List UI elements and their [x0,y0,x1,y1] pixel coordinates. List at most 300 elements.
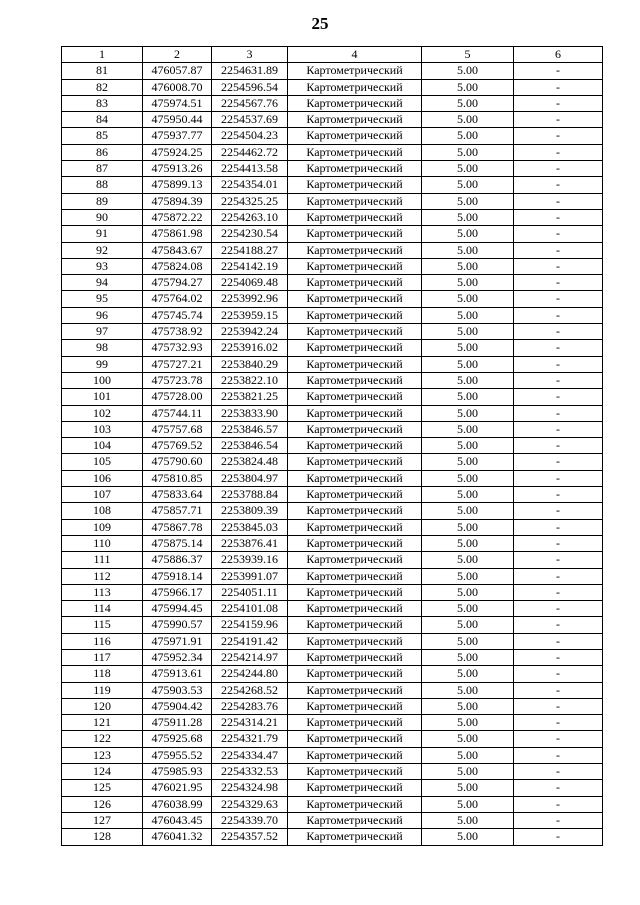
table-cell: 476043.45 [143,812,212,828]
table-cell: Картометрический [288,747,422,763]
table-cell: 84 [62,112,143,128]
table-cell: 110 [62,535,143,551]
table-cell: 89 [62,193,143,209]
table-row [62,682,603,698]
table-cell: Картометрический [288,584,422,600]
table-cell: Картометрический [288,112,422,128]
table-cell: 2253942.24 [212,324,288,340]
table-cell: 122 [62,731,143,747]
column-header: 2 [143,47,212,63]
table-cell: 5.00 [422,617,514,633]
table-cell: - [514,209,603,225]
table-cell: - [514,95,603,111]
table-cell: 117 [62,649,143,665]
table-cell: Картометрический [288,715,422,731]
table-cell: - [514,470,603,486]
table-cell: - [514,144,603,160]
table-cell: 2254332.53 [212,764,288,780]
table-cell: 108 [62,503,143,519]
table-cell: 5.00 [422,63,514,79]
table-row [62,438,603,454]
table-cell: 5.00 [422,324,514,340]
table-cell: Картометрический [288,242,422,258]
table-cell: 2254631.89 [212,63,288,79]
table-cell: 2253991.07 [212,568,288,584]
table-cell: 5.00 [422,633,514,649]
table-cell: 475894.39 [143,193,212,209]
table-row [62,731,603,747]
table-cell: 113 [62,584,143,600]
table-cell: 475994.45 [143,601,212,617]
table-cell: 2254357.52 [212,829,288,845]
table-cell: 2254596.54 [212,79,288,95]
table-cell: - [514,601,603,617]
table-cell: 5.00 [422,144,514,160]
table-cell: 95 [62,291,143,307]
table-cell: 5.00 [422,568,514,584]
table-row [62,601,603,617]
table-cell: Картометрический [288,454,422,470]
table-cell: 475790.60 [143,454,212,470]
table-cell: Картометрический [288,780,422,796]
table-cell: 2254324.98 [212,780,288,796]
table-cell: - [514,307,603,323]
table-cell: 98 [62,340,143,356]
table-cell: Картометрический [288,128,422,144]
table-cell: 5.00 [422,829,514,845]
table-cell: 475757.68 [143,421,212,437]
table-cell: 475738.92 [143,324,212,340]
table-cell: 5.00 [422,356,514,372]
table-cell: 5.00 [422,226,514,242]
table-cell: - [514,161,603,177]
table-row [62,209,603,225]
table-cell: 5.00 [422,470,514,486]
table-cell: - [514,715,603,731]
table-cell: 475875.14 [143,535,212,551]
table-row [62,291,603,307]
table-cell: Картометрический [288,226,422,242]
table-cell: 5.00 [422,275,514,291]
table-cell: 128 [62,829,143,845]
table-cell: 2254537.69 [212,112,288,128]
table-cell: 2253846.54 [212,438,288,454]
table-row [62,617,603,633]
table-cell: 104 [62,438,143,454]
table-cell: 5.00 [422,405,514,421]
table-cell: 475744.11 [143,405,212,421]
table-row [62,633,603,649]
table-cell: 105 [62,454,143,470]
table-cell: 475867.78 [143,519,212,535]
table-row [62,275,603,291]
table-cell: 2254188.27 [212,242,288,258]
table-cell: 2254504.23 [212,128,288,144]
table-cell: 2253822.10 [212,372,288,388]
table-cell: Картометрический [288,161,422,177]
table-cell: 476057.87 [143,63,212,79]
table-row [62,584,603,600]
table-cell: - [514,796,603,812]
table-cell: Картометрический [288,470,422,486]
table-cell: - [514,584,603,600]
table-cell: - [514,812,603,828]
table-cell: Картометрический [288,405,422,421]
table-row [62,161,603,177]
table-cell: 2254339.70 [212,812,288,828]
table-row [62,356,603,372]
table-cell: Картометрический [288,503,422,519]
table-cell: Картометрический [288,372,422,388]
table-cell: 475966.17 [143,584,212,600]
table-cell: 476021.95 [143,780,212,796]
table-cell: 475937.77 [143,128,212,144]
table-cell: - [514,682,603,698]
table-cell: - [514,63,603,79]
table-cell: Картометрический [288,79,422,95]
table-cell: Картометрический [288,666,422,682]
table-cell: 5.00 [422,95,514,111]
table-cell: Картометрический [288,764,422,780]
table-cell: 90 [62,209,143,225]
table-row [62,454,603,470]
table-row [62,715,603,731]
table-cell: 2253916.02 [212,340,288,356]
table-row [62,796,603,812]
table-cell: Картометрический [288,63,422,79]
table-cell: Картометрический [288,291,422,307]
table-cell: 2253821.25 [212,389,288,405]
table-cell: Картометрический [288,617,422,633]
table-cell: - [514,128,603,144]
table-cell: 2254462.72 [212,144,288,160]
table-cell: 5.00 [422,552,514,568]
table-cell: 5.00 [422,258,514,274]
column-header: 6 [514,47,603,63]
table-cell: 118 [62,666,143,682]
table-row [62,307,603,323]
table-row [62,829,603,845]
table-row [62,226,603,242]
table-cell: Картометрический [288,177,422,193]
table-cell: - [514,389,603,405]
table-cell: 475913.61 [143,666,212,682]
table-cell: Картометрический [288,421,422,437]
table-cell: 476008.70 [143,79,212,95]
table-cell: Картометрический [288,552,422,568]
table-cell: 475974.51 [143,95,212,111]
table-cell: - [514,764,603,780]
table-cell: 5.00 [422,372,514,388]
table-cell: 115 [62,617,143,633]
table-cell: 475745.74 [143,307,212,323]
table-cell: 126 [62,796,143,812]
table-cell: 107 [62,487,143,503]
table-cell: 5.00 [422,438,514,454]
table-cell: 2254334.47 [212,747,288,763]
table-cell: 475824.08 [143,258,212,274]
table-cell: - [514,275,603,291]
table-cell: Картометрический [288,649,422,665]
table-cell: Картометрический [288,601,422,617]
table-cell: Картометрический [288,258,422,274]
table-cell: - [514,324,603,340]
table-cell: Картометрический [288,487,422,503]
table-cell: - [514,112,603,128]
table-row [62,649,603,665]
table-cell: - [514,372,603,388]
table-cell: - [514,291,603,307]
table-row [62,503,603,519]
table-cell: Картометрический [288,682,422,698]
table-cell: 5.00 [422,340,514,356]
table-cell: 475794.27 [143,275,212,291]
table-cell: 2254142.19 [212,258,288,274]
table-row [62,764,603,780]
table-cell: - [514,258,603,274]
table-cell: Картометрический [288,324,422,340]
table-cell: - [514,829,603,845]
table-cell: - [514,487,603,503]
table-cell: 120 [62,698,143,714]
table-cell: 5.00 [422,421,514,437]
table-cell: 94 [62,275,143,291]
table-cell: Картометрический [288,812,422,828]
page-number: 25 [311,14,329,33]
table-cell: Картометрический [288,519,422,535]
table-cell: 475861.98 [143,226,212,242]
table-cell: 5.00 [422,698,514,714]
table-cell: 5.00 [422,128,514,144]
table-cell: 2253939.16 [212,552,288,568]
table-cell: 5.00 [422,649,514,665]
table-cell: 475843.67 [143,242,212,258]
table-cell: 2254329.63 [212,796,288,812]
coordinates-table [61,46,603,846]
table-cell: - [514,405,603,421]
table-cell: 5.00 [422,796,514,812]
table-cell: 475955.52 [143,747,212,763]
table-row [62,747,603,763]
table-cell: 475899.13 [143,177,212,193]
table-cell: 475918.14 [143,568,212,584]
table-cell: 119 [62,682,143,698]
table-cell: 106 [62,470,143,486]
table-cell: 101 [62,389,143,405]
table-cell: 96 [62,307,143,323]
table-cell: 2254159.96 [212,617,288,633]
table-cell: 475952.34 [143,649,212,665]
table-row [62,405,603,421]
table-cell: 5.00 [422,307,514,323]
table-cell: 116 [62,633,143,649]
table-cell: - [514,79,603,95]
table-cell: 2254263.10 [212,209,288,225]
table-cell: 2253876.41 [212,535,288,551]
table-cell: 5.00 [422,193,514,209]
table-row [62,698,603,714]
table-cell: - [514,666,603,682]
table-cell: - [514,340,603,356]
table-cell: 123 [62,747,143,763]
table-row [62,128,603,144]
table-cell: 5.00 [422,535,514,551]
table-cell: 114 [62,601,143,617]
table-cell: Картометрический [288,307,422,323]
table-row [62,487,603,503]
table-cell: 475857.71 [143,503,212,519]
table-row [62,780,603,796]
table-cell: 475990.57 [143,617,212,633]
table-row [62,63,603,79]
table-row [62,666,603,682]
column-header: 1 [62,47,143,63]
table-row [62,144,603,160]
table-cell: 5.00 [422,715,514,731]
table-cell: - [514,633,603,649]
table-cell: 5.00 [422,601,514,617]
table-cell: 5.00 [422,731,514,747]
table-cell: - [514,552,603,568]
table-cell: 5.00 [422,503,514,519]
table-row [62,389,603,405]
table-cell: 82 [62,79,143,95]
table-cell: - [514,226,603,242]
table-cell: 2254268.52 [212,682,288,698]
table-cell: 92 [62,242,143,258]
table-cell: 2254191.42 [212,633,288,649]
table-row [62,95,603,111]
table-cell: 5.00 [422,209,514,225]
table-cell: Картометрический [288,193,422,209]
table-cell: 475810.85 [143,470,212,486]
table-cell: 2254283.76 [212,698,288,714]
table-cell: 111 [62,552,143,568]
table-cell: 5.00 [422,454,514,470]
table-cell: 5.00 [422,177,514,193]
table-cell: 93 [62,258,143,274]
table-cell: 2253845.03 [212,519,288,535]
table-cell: 103 [62,421,143,437]
table-cell: 2253846.57 [212,421,288,437]
table-cell: Картометрический [288,340,422,356]
table-row [62,535,603,551]
table-row [62,519,603,535]
table-cell: 2253809.39 [212,503,288,519]
table-cell: 5.00 [422,487,514,503]
table-cell: Картометрический [288,356,422,372]
table-cell: 2254413.58 [212,161,288,177]
table-cell: 476038.99 [143,796,212,812]
table-cell: - [514,193,603,209]
table-cell: 475769.52 [143,438,212,454]
table-cell: 475727.21 [143,356,212,372]
table-cell: 475833.64 [143,487,212,503]
table-row [62,324,603,340]
table-cell: Картометрический [288,275,422,291]
table-cell: - [514,177,603,193]
table-cell: - [514,780,603,796]
table-cell: 2253804.97 [212,470,288,486]
column-header: 4 [288,47,422,63]
table-row [62,421,603,437]
table-cell: - [514,242,603,258]
table-cell: 127 [62,812,143,828]
table-cell: 5.00 [422,112,514,128]
table-cell: 475904.42 [143,698,212,714]
table-cell: Картометрический [288,209,422,225]
table-cell: - [514,698,603,714]
table-cell: - [514,438,603,454]
table-row [62,552,603,568]
table-cell: Картометрический [288,731,422,747]
table-cell: 5.00 [422,812,514,828]
table-cell: 109 [62,519,143,535]
column-header: 5 [422,47,514,63]
table-cell: Картометрический [288,535,422,551]
table-row [62,177,603,193]
table-cell: 2253840.29 [212,356,288,372]
table-cell: - [514,535,603,551]
table-cell: 476041.32 [143,829,212,845]
table-cell: 100 [62,372,143,388]
table-cell: 475925.68 [143,731,212,747]
table-row [62,258,603,274]
table-cell: 5.00 [422,291,514,307]
table-cell: 5.00 [422,780,514,796]
table-row [62,242,603,258]
table-cell: 475911.28 [143,715,212,731]
table-cell: 2254069.48 [212,275,288,291]
table-cell: 5.00 [422,666,514,682]
table-row [62,79,603,95]
table-cell: - [514,454,603,470]
table-cell: Картометрический [288,144,422,160]
table-cell: 121 [62,715,143,731]
table-cell: 475985.93 [143,764,212,780]
table-cell: 112 [62,568,143,584]
table-cell: 2254354.01 [212,177,288,193]
table-cell: 86 [62,144,143,160]
table-cell: Картометрический [288,796,422,812]
table-cell: 99 [62,356,143,372]
table-header-row [62,47,603,63]
table-cell: 475886.37 [143,552,212,568]
table-row [62,470,603,486]
table-cell: 5.00 [422,747,514,763]
table-cell: 2253824.48 [212,454,288,470]
table-cell: 475723.78 [143,372,212,388]
table-row [62,568,603,584]
table-cell: - [514,356,603,372]
table-cell: - [514,568,603,584]
table-cell: - [514,649,603,665]
table-row [62,112,603,128]
table-cell: 2254230.54 [212,226,288,242]
table-cell: - [514,747,603,763]
table-cell: 5.00 [422,764,514,780]
table-cell: Картометрический [288,633,422,649]
table-cell: Картометрический [288,829,422,845]
table-cell: 88 [62,177,143,193]
table-cell: 475950.44 [143,112,212,128]
table-cell: 5.00 [422,519,514,535]
table-cell: 2254325.25 [212,193,288,209]
table-cell: 2254101.08 [212,601,288,617]
table-cell: Картометрический [288,389,422,405]
table-cell: 81 [62,63,143,79]
table-cell: - [514,519,603,535]
